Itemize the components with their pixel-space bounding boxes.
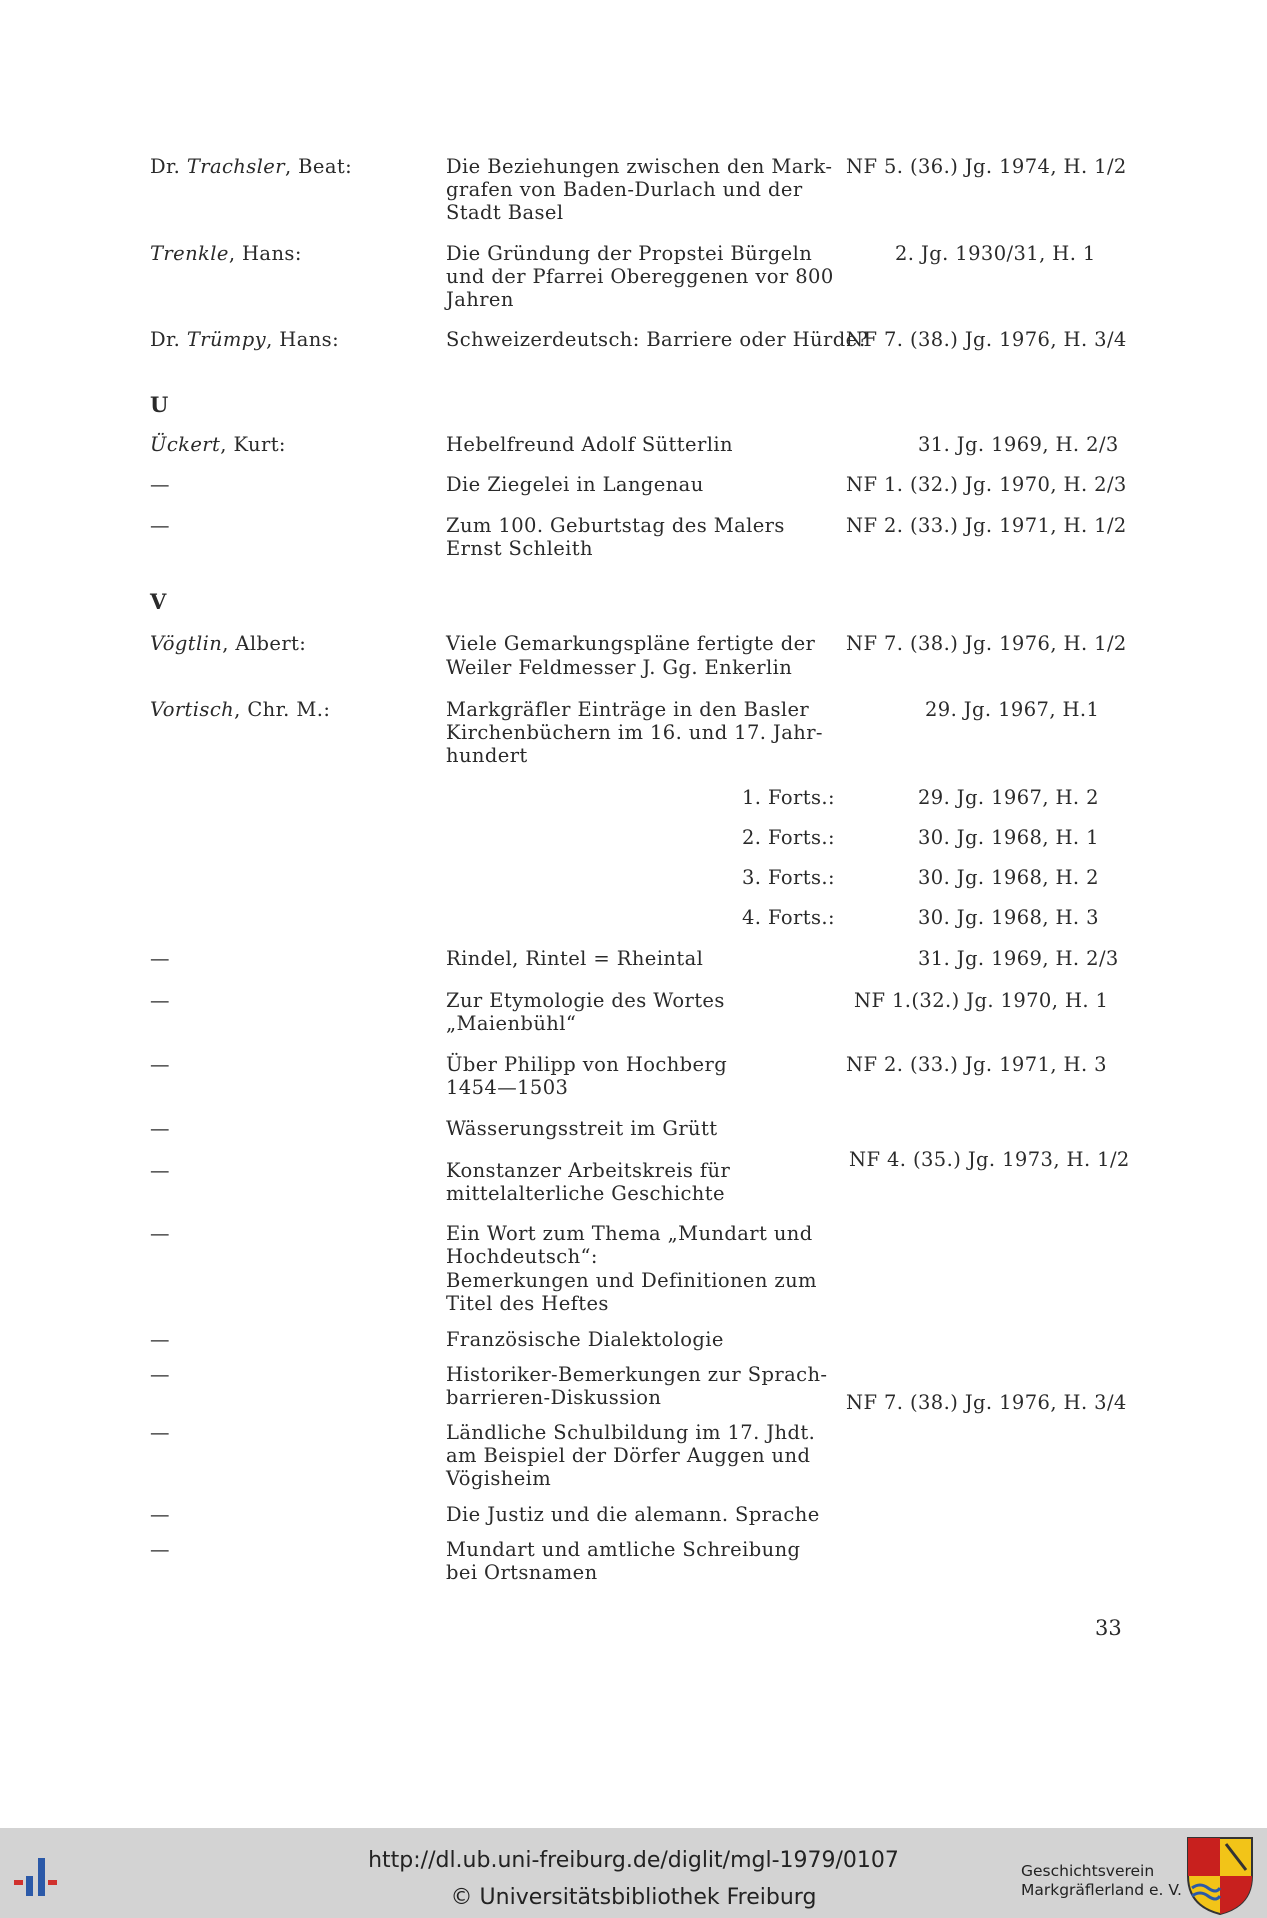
continuation-reference: 30. Jg. 1968, H. 2 (918, 866, 1099, 889)
entry-title-line: Die Beziehungen zwischen den Mark- (446, 155, 833, 178)
entry-title-line: bei Ortsnamen (446, 1561, 598, 1584)
entry-title-line: am Beispiel der Dörfer Auggen und (446, 1444, 811, 1467)
society-name-line: Markgräflerland e. V. (1021, 1881, 1182, 1899)
entry-title-line: Ländliche Schulbildung im 17. Jhdt. (446, 1421, 816, 1444)
entry-title-line: Französische Dialektologie (446, 1328, 724, 1351)
author-trachsler: Dr. Trachsler, Beat: (150, 155, 353, 178)
entry-title-line: Schweizerdeutsch: Barriere oder Hürde? (446, 328, 869, 351)
continuation-reference: 29. Jg. 1967, H. 2 (918, 786, 1099, 809)
author-ueckert: Ückert, Kurt: (150, 433, 286, 456)
entry-title-line: Die Justiz und die alemann. Sprache (446, 1503, 820, 1526)
entry-title-line: Ein Wort zum Thema „Mundart und (446, 1222, 813, 1245)
entry-title-line: Kirchenbüchern im 16. und 17. Jahr- (446, 721, 823, 744)
author-trenkle: Trenkle, Hans: (150, 242, 302, 265)
author-truempy: Dr. Trümpy, Hans: (150, 328, 340, 351)
entry-reference: NF 5. (36.) Jg. 1974, H. 1/2 (846, 155, 1127, 178)
entry-title-line: Historiker-Bemerkungen zur Sprach- (446, 1363, 828, 1386)
ditto-dash: — (150, 1328, 170, 1351)
entry-title-line: Zur Etymologie des Wortes (446, 989, 725, 1012)
ditto-dash: — (150, 473, 170, 496)
entry-title-line: 1454—1503 (446, 1076, 569, 1099)
entry-reference: NF 2. (33.) Jg. 1971, H. 1/2 (846, 514, 1127, 537)
source-url[interactable]: http://dl.ub.uni-freiburg.de/diglit/mgl-1979/0107 (368, 1848, 899, 1873)
ditto-dash: — (150, 989, 170, 1012)
entry-title-line: Bemerkungen und Definitionen zum (446, 1269, 817, 1292)
author-vortisch: Vortisch, Chr. M.: (150, 698, 331, 721)
entry-title-line: „Maienbühl“ (446, 1012, 577, 1035)
entry-reference: 2. Jg. 1930/31, H. 1 (895, 242, 1096, 265)
entry-reference: NF 7. (38.) Jg. 1976, H. 3/4 (846, 1391, 1127, 1414)
entry-reference: NF 7. (38.) Jg. 1976, H. 3/4 (846, 328, 1127, 351)
entry-title-line: Die Ziegelei in Langenau (446, 473, 704, 496)
entry-reference: NF 1.(32.) Jg. 1970, H. 1 (854, 989, 1109, 1012)
ditto-dash: — (150, 1503, 170, 1526)
ditto-dash: — (150, 1538, 170, 1561)
entry-reference: NF 4. (35.) Jg. 1973, H. 1/2 (849, 1148, 1130, 1171)
continuation-reference: 30. Jg. 1968, H. 3 (918, 906, 1099, 929)
ditto-dash: — (150, 514, 170, 537)
entry-reference: NF 7. (38.) Jg. 1976, H. 1/2 (846, 632, 1127, 655)
entry-reference: 31. Jg. 1969, H. 2/3 (918, 433, 1119, 456)
entry-title-line: Jahren (446, 288, 514, 311)
ditto-dash: — (150, 947, 170, 970)
ditto-dash: — (150, 1363, 170, 1386)
entry-title-line: barrieren-Diskussion (446, 1386, 662, 1409)
continuation-label: 3. Forts.: (742, 866, 835, 889)
entry-title-line: Weiler Feldmesser J. Gg. Enkerlin (446, 656, 793, 679)
page-number: 33 (1095, 1616, 1122, 1640)
entry-title-line: grafen von Baden-Durlach und der (446, 178, 803, 201)
continuation-reference: 30. Jg. 1968, H. 1 (918, 826, 1099, 849)
entry-title-line: Konstanzer Arbeitskreis für (446, 1159, 731, 1182)
entry-title-line: mittelalterliche Geschichte (446, 1182, 725, 1205)
section-heading-u: U (150, 392, 169, 417)
entry-title-line: Die Gründung der Propstei Bürgeln (446, 242, 813, 265)
continuation-label: 4. Forts.: (742, 906, 835, 929)
continuation-label: 1. Forts.: (742, 786, 835, 809)
copyright-notice: © Universitätsbibliothek Freiburg (450, 1885, 817, 1910)
ditto-dash: — (150, 1053, 170, 1076)
entry-title-line: Markgräfler Einträge in den Basler (446, 698, 810, 721)
entry-title-line: Mundart und amtliche Schreibung (446, 1538, 801, 1561)
society-name (1021, 1862, 1182, 1900)
entry-title-line: hundert (446, 744, 528, 767)
entry-title-line: Ernst Schleith (446, 537, 594, 560)
entry-title-line: Rindel, Rintel = Rheintal (446, 947, 704, 970)
ditto-dash: — (150, 1222, 170, 1245)
entry-title-line: Zum 100. Geburtstag des Malers (446, 514, 785, 537)
coat-of-arms-icon (1186, 1836, 1254, 1916)
entry-title-line: Vögisheim (446, 1467, 552, 1490)
entry-reference: NF 1. (32.) Jg. 1970, H. 2/3 (846, 473, 1127, 496)
entry-title-line: Hochdeutsch“: (446, 1245, 598, 1268)
ditto-dash: — (150, 1421, 170, 1444)
entry-title-line: Viele Gemarkungspläne fertigte der (446, 632, 816, 655)
entry-title-line: und der Pfarrei Obereggenen vor 800 (446, 265, 834, 288)
author-voegtlin: Vögtlin, Albert: (150, 632, 307, 655)
entry-title-line: Titel des Heftes (446, 1292, 609, 1315)
entry-title-line: Wässerungsstreit im Grütt (446, 1117, 718, 1140)
society-name-line: Geschichtsverein (1021, 1862, 1155, 1880)
entry-title-line: Über Philipp von Hochberg (446, 1053, 728, 1076)
entry-reference: 29. Jg. 1967, H.1 (925, 698, 1100, 721)
entry-reference: NF 2. (33.) Jg. 1971, H. 3 (846, 1053, 1107, 1076)
continuation-label: 2. Forts.: (742, 826, 835, 849)
section-heading-v: V (150, 589, 167, 614)
entry-reference: 31. Jg. 1969, H. 2/3 (918, 947, 1119, 970)
entry-title-line: Stadt Basel (446, 201, 564, 224)
viewer-footer-bar (0, 1828, 1267, 1918)
ditto-dash: — (150, 1117, 170, 1140)
ditto-dash: — (150, 1159, 170, 1182)
entry-title-line: Hebelfreund Adolf Sütterlin (446, 433, 733, 456)
